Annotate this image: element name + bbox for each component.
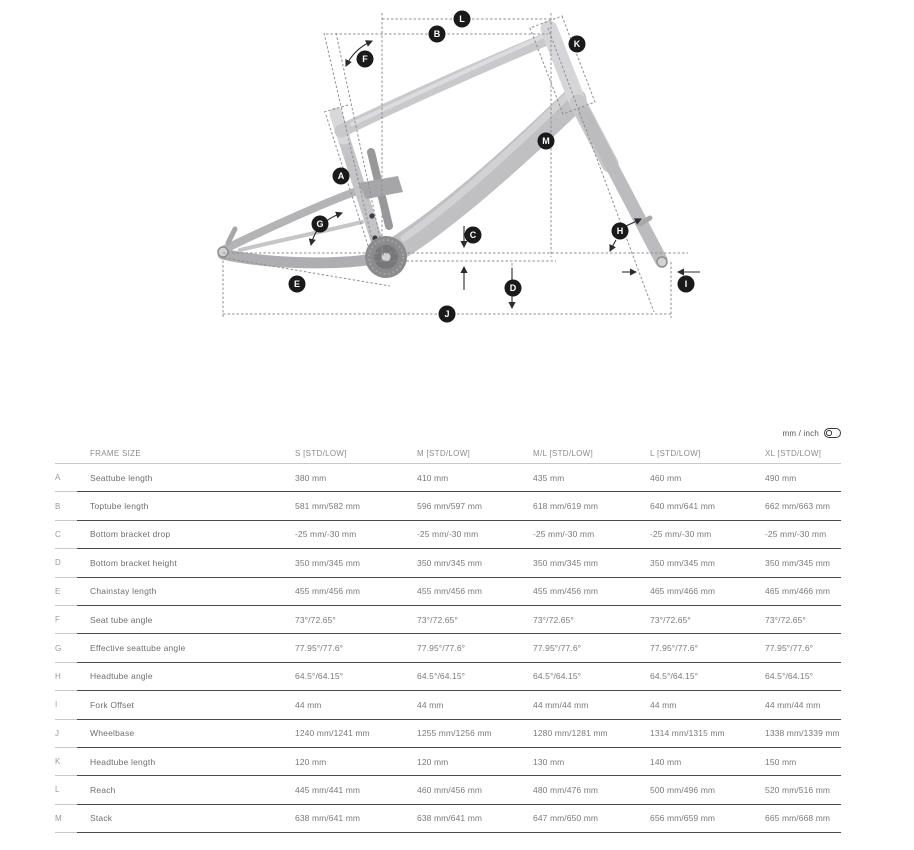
geometry-value: 640 mm/641 mm: [650, 501, 716, 512]
table-row: [55, 748, 841, 776]
frame-size-header: FRAME SIZE: [90, 448, 142, 458]
row-main: [77, 464, 841, 492]
size-column-header: XL [STD/LOW]: [765, 448, 822, 458]
row-label: Effective seattube angle: [90, 643, 186, 654]
svg-text:F: F: [362, 54, 368, 65]
row-main: [77, 805, 841, 833]
table-row: [55, 464, 841, 492]
svg-text:L: L: [459, 14, 465, 25]
geometry-value: 350 mm/345 mm: [765, 557, 831, 568]
svg-text:J: J: [444, 309, 450, 320]
unit-toggle-knob: [826, 430, 832, 436]
svg-text:D: D: [509, 283, 517, 294]
geometry-value: 64.5°/64.15°: [417, 671, 466, 682]
size-column-header: L [STD/LOW]: [650, 448, 701, 458]
svg-text:H: H: [616, 226, 624, 237]
svg-text:B: B: [433, 29, 441, 40]
row-letter: E: [55, 578, 77, 606]
row-letter: D: [55, 549, 77, 577]
frame-geometry-diagram: [0, 0, 914, 410]
table-row: [55, 549, 841, 577]
table-row: [55, 720, 841, 748]
geometry-value: 410 mm: [417, 472, 449, 483]
geometry-value: -25 mm/-30 mm: [295, 529, 357, 540]
row-letter: L: [55, 776, 77, 804]
row-letter: B: [55, 492, 77, 520]
row-letter: F: [55, 606, 77, 634]
row-main: [77, 578, 841, 606]
geometry-value: 1280 mm/1281 mm: [533, 728, 608, 739]
size-column-header: S [STD/LOW]: [295, 448, 347, 458]
geometry-value: 1314 mm/1315 mm: [650, 728, 725, 739]
geometry-value: 44 mm: [650, 699, 677, 710]
geometry-value: 64.5°/64.15°: [765, 671, 814, 682]
geometry-value: 150 mm: [765, 756, 797, 767]
geometry-value: 445 mm/441 mm: [295, 784, 361, 795]
geometry-value: 460 mm/456 mm: [417, 784, 483, 795]
geometry-value: 520 mm/516 mm: [765, 784, 831, 795]
geometry-value: 350 mm/345 mm: [533, 557, 599, 568]
geometry-value: 44 mm/44 mm: [765, 699, 821, 710]
geometry-value: 618 mm/619 mm: [533, 501, 599, 512]
row-label: Bottom bracket drop: [90, 529, 171, 540]
row-letter: I: [55, 691, 77, 719]
row-main: [77, 606, 841, 634]
table-header-row: [55, 443, 841, 464]
geometry-value: 73°/72.65°: [650, 614, 691, 625]
geometry-value: 130 mm: [533, 756, 565, 767]
svg-text:I: I: [684, 279, 688, 290]
row-label: Reach: [90, 784, 116, 795]
table-row: [55, 663, 841, 691]
geometry-value: 665 mm/668 mm: [765, 813, 831, 824]
geometry-value: 465 mm/466 mm: [765, 586, 831, 597]
geometry-value: 77.95°/77.6°: [417, 643, 466, 654]
row-letter: G: [55, 634, 77, 662]
table-row: [55, 805, 841, 833]
geometry-value: 77.95°/77.6°: [765, 643, 814, 654]
geometry-value: 455 mm/456 mm: [295, 586, 361, 597]
row-letter: C: [55, 521, 77, 549]
bike-frame-illustration: [218, 29, 667, 278]
row-label: Fork Offset: [90, 699, 135, 710]
geometry-value: 1255 mm/1256 mm: [417, 728, 492, 739]
diagram-label-h: [612, 223, 629, 240]
geometry-value: 647 mm/650 mm: [533, 813, 599, 824]
row-main: [77, 748, 841, 776]
svg-text:M: M: [542, 136, 550, 147]
geometry-value: 380 mm: [295, 472, 327, 483]
geometry-value: 638 mm/641 mm: [295, 813, 361, 824]
row-letter: J: [55, 720, 77, 748]
row-main: [77, 634, 841, 662]
geometry-value: 120 mm: [417, 756, 449, 767]
geometry-value: 1338 mm/1339 mm: [765, 728, 840, 739]
geometry-value: 140 mm: [650, 756, 682, 767]
row-letter: M: [55, 805, 77, 833]
row-label: Headtube angle: [90, 671, 153, 682]
geometry-value: 656 mm/659 mm: [650, 813, 716, 824]
geometry-value: 581 mm/582 mm: [295, 501, 361, 512]
geometry-table: [55, 426, 841, 833]
diagram-label-i: [678, 276, 695, 293]
geometry-value: -25 mm/-30 mm: [533, 529, 595, 540]
diagram-label-l: [454, 11, 471, 28]
geometry-value: 465 mm/466 mm: [650, 586, 716, 597]
table-header-main: [77, 443, 841, 464]
row-label: Seat tube angle: [90, 614, 153, 625]
geometry-value: 64.5°/64.15°: [295, 671, 344, 682]
diagram-label-b: [429, 26, 446, 43]
table-row: [55, 492, 841, 520]
geometry-value: 460 mm: [650, 472, 682, 483]
row-label: Headtube length: [90, 756, 156, 767]
diagram-label-k: [569, 36, 586, 53]
geometry-value: 455 mm/456 mm: [533, 586, 599, 597]
row-letter: H: [55, 663, 77, 691]
row-label: Bottom bracket height: [90, 557, 177, 568]
row-label: Seattube length: [90, 472, 153, 483]
geometry-value: 64.5°/64.15°: [533, 671, 582, 682]
geometry-value: 73°/72.65°: [295, 614, 336, 625]
geometry-value: 120 mm: [295, 756, 327, 767]
unit-toggle[interactable]: [824, 428, 841, 438]
row-main: [77, 549, 841, 577]
svg-text:G: G: [316, 219, 324, 230]
geometry-value: -25 mm/-30 mm: [765, 529, 827, 540]
geometry-value: 44 mm: [417, 699, 444, 710]
diagram-label-c: [465, 227, 482, 244]
table-row: [55, 776, 841, 804]
geometry-value: 73°/72.65°: [765, 614, 806, 625]
geometry-value: 77.95°/77.6°: [650, 643, 699, 654]
svg-text:E: E: [293, 279, 301, 290]
geometry-value: 77.95°/77.6°: [295, 643, 344, 654]
unit-toggle-row: [55, 426, 841, 440]
geometry-value: 490 mm: [765, 472, 797, 483]
table-row: [55, 691, 841, 719]
table-row: [55, 578, 841, 606]
geometry-value: 435 mm: [533, 472, 565, 483]
row-main: [77, 720, 841, 748]
geometry-value: 350 mm/345 mm: [417, 557, 483, 568]
geometry-table-body: [55, 464, 841, 833]
diagram-label-a: [333, 168, 350, 185]
geometry-value: 500 mm/496 mm: [650, 784, 716, 795]
geometry-value: 596 mm/597 mm: [417, 501, 483, 512]
row-label: Stack: [90, 813, 113, 824]
svg-text:K: K: [573, 39, 581, 50]
diagram-label-d: [505, 280, 522, 297]
row-main: [77, 776, 841, 804]
row-label: Chainstay length: [90, 586, 157, 597]
row-letter: K: [55, 748, 77, 776]
row-main: [77, 663, 841, 691]
table-row: [55, 634, 841, 662]
geometry-value: 64.5°/64.15°: [650, 671, 699, 682]
geometry-value: 44 mm/44 mm: [533, 699, 589, 710]
geometry-value: 1240 mm/1241 mm: [295, 728, 370, 739]
diagram-label-e: [289, 276, 306, 293]
geometry-value: 638 mm/641 mm: [417, 813, 483, 824]
unit-toggle-label: mm / inch: [782, 428, 819, 438]
diagram-label-m: [538, 133, 555, 150]
geometry-value: 480 mm/476 mm: [533, 784, 599, 795]
svg-text:C: C: [469, 230, 477, 241]
table-row: [55, 521, 841, 549]
size-column-header: M/L [STD/LOW]: [533, 448, 594, 458]
geometry-value: 77.95°/77.6°: [533, 643, 582, 654]
svg-text:A: A: [337, 171, 345, 182]
diagram-label-f: [357, 51, 374, 68]
row-label: Wheelbase: [90, 728, 135, 739]
row-main: [77, 492, 841, 520]
table-row: [55, 606, 841, 634]
size-column-header: M [STD/LOW]: [417, 448, 471, 458]
row-main: [77, 521, 841, 549]
diagram-label-g: [312, 216, 329, 233]
diagram-label-j: [439, 306, 456, 323]
geometry-value: 350 mm/345 mm: [650, 557, 716, 568]
header-letter-cell: [55, 443, 77, 464]
geometry-value: 455 mm/456 mm: [417, 586, 483, 597]
geometry-value: -25 mm/-30 mm: [417, 529, 479, 540]
geometry-value: 350 mm/345 mm: [295, 557, 361, 568]
geometry-value: 73°/72.65°: [417, 614, 458, 625]
geometry-value: 662 mm/663 mm: [765, 501, 831, 512]
row-letter: A: [55, 464, 77, 492]
geometry-value: 73°/72.65°: [533, 614, 574, 625]
row-label: Toptube length: [90, 501, 149, 512]
geometry-value: -25 mm/-30 mm: [650, 529, 712, 540]
row-main: [77, 691, 841, 719]
geometry-value: 44 mm: [295, 699, 322, 710]
